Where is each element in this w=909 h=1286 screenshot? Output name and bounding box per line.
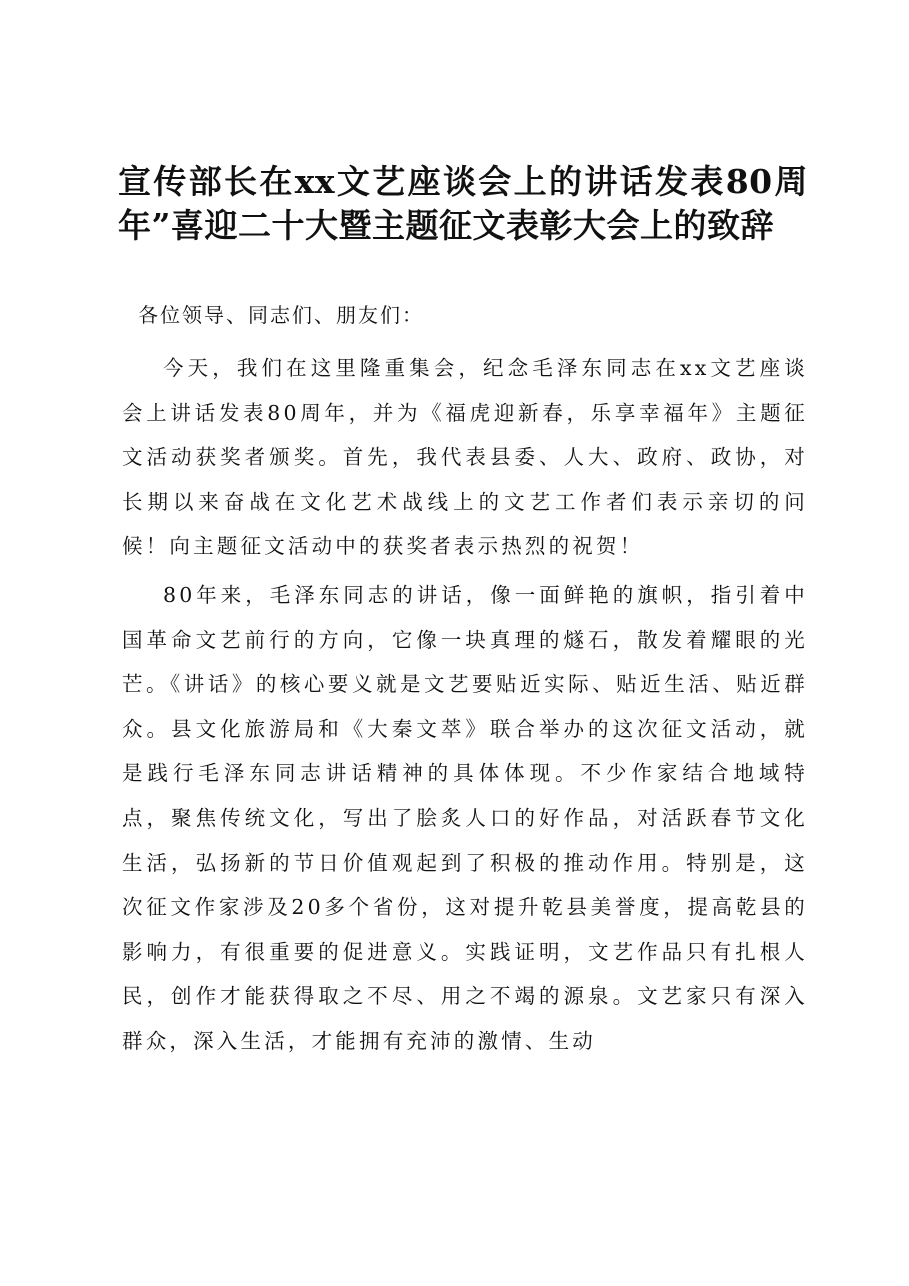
salutation: 各位领导、同志们、朋友们： (138, 303, 424, 327)
body-paragraph: 今天，我们在这里隆重集会，纪念毛泽东同志在xx文艺座谈会上讲话发表80周年，并为《福虎迎新春，乐享幸福年》主题征文活动获奖者颁奖。首先，我代表县委、人大、政府、政协，对长期以来奋战在文化艺术战线上的文艺工作者们表示亲切的问候！向主题征文活动中的获奖者表示热烈的祝贺！ (122, 356, 808, 559)
document-body (122, 346, 808, 1068)
document-title: 宣传部长在xx文艺座谈会上的讲话发表80周年”喜迎二十大暨主题征文表彰大会上的致辞 (118, 162, 808, 245)
body-paragraph: 80年来，毛泽东同志的讲话，像一面鲜艳的旗帜，指引着中国革命文艺前行的方向，它像一块真理的燧石，散发着耀眼的光芒。《讲话》的核心要义就是文艺要贴近实际、贴近生活、贴近群众。县文化旅游局和《大秦文萃》联合举办的这次征文活动，就是践行毛泽东同志讲话精神的具体体现。不少作家结合地域特点，聚焦传统文化，写出了脍炙人口的好作品，对活跃春节文化生活，弘扬新的节日价值观起到了积极的推动作用。特别是，这次征文作家涉及20多个省份，这对提升乾县美誉度，提高乾县的影响力，有很重要的促进意义。实践证明，文艺作品只有扎根人民，创作才能获得取之不尽、用之不竭的源泉。文艺家只有深入群众，深入生活，才能拥有充沛的激情、生动 (122, 582, 808, 1053)
